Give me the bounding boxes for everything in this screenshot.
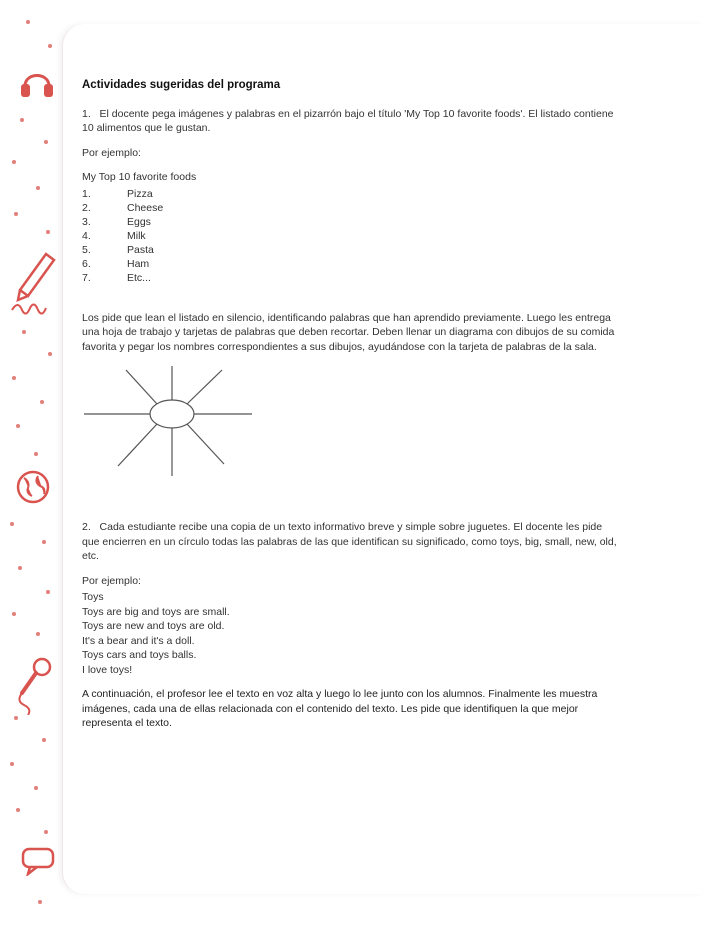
activity-2-number: 2. <box>82 521 91 533</box>
story-line: Toys <box>82 591 104 603</box>
spider-diagram <box>82 364 262 484</box>
decorative-margin <box>0 0 62 930</box>
activity-2-text: Cada estudiante recibe una copia de un texto informativo breve y simple sobre juguetes. El docente les pide que encierren en un círculo todas las palabras de las que identifican su significado, como toys, big, small, new, old, etc. <box>82 521 617 562</box>
activity-2-intro <box>82 520 622 564</box>
speech-bubble-icon <box>20 846 60 876</box>
list-item: 5. Pasta <box>82 243 154 256</box>
story-line: Toys are big and toys are small. <box>82 605 230 618</box>
story-line: It's a bear and it's a doll. <box>82 634 195 647</box>
document-heading: Actividades sugeridas del programa <box>82 79 281 91</box>
story-line: I love toys! <box>82 663 133 676</box>
activity-2-example-label: Por ejemplo: <box>82 574 141 587</box>
headphones-icon <box>18 62 56 102</box>
list-item: 2. Cheese <box>82 201 164 214</box>
microphone-icon <box>14 655 54 715</box>
activity-1-follow-up: Los pide que lean el listado en silencio, identificando palabras que han aprendido previamente. Luego les entrega una hoja de trabajo y tarjetas de palabras que deben recortar. Deben llenar un diagrama con dibujos de su comida favorita y pegar los nombres correspondientes a sus dibujos, ayudándose con la tarjeta de palabras de la sala. <box>82 311 615 353</box>
toys-text <box>82 590 622 677</box>
activity-2-final: A continuación, el profesor lee el texto en voz alta y luego lo lee junto con los alumnos. Finalmente les muestra imágenes, cada una de ellas relacionada con el contenido del texto. Les pide que identifiquen la que mejor representa el texto. <box>82 688 598 729</box>
list-item: 7. Etc... <box>82 271 151 284</box>
food-list-title: My Top 10 favorite foods <box>82 171 197 183</box>
list-item: 1. Pizza <box>82 187 153 200</box>
food-list <box>82 187 622 285</box>
list-item: 6. Ham <box>82 257 150 270</box>
activity-1-text: El docente pega imágenes y palabras en el pizarrón bajo el título 'My Top 10 favorite foods'. El listado contiene 10 alimentos que le gustan. <box>82 107 614 134</box>
activity-1-intro <box>82 107 622 136</box>
globe-icon <box>14 468 52 506</box>
pencil-icon <box>10 250 58 320</box>
activity-1-number: 1. <box>82 107 91 120</box>
story-line: Toys are new and toys are old. <box>82 620 225 632</box>
story-line: Toys cars and toys balls. <box>82 649 197 661</box>
document-content <box>82 78 622 741</box>
activity-1-example-label: Por ejemplo: <box>82 146 141 159</box>
list-item: 4. Milk <box>82 229 146 242</box>
list-item: 3. Eggs <box>82 215 151 228</box>
